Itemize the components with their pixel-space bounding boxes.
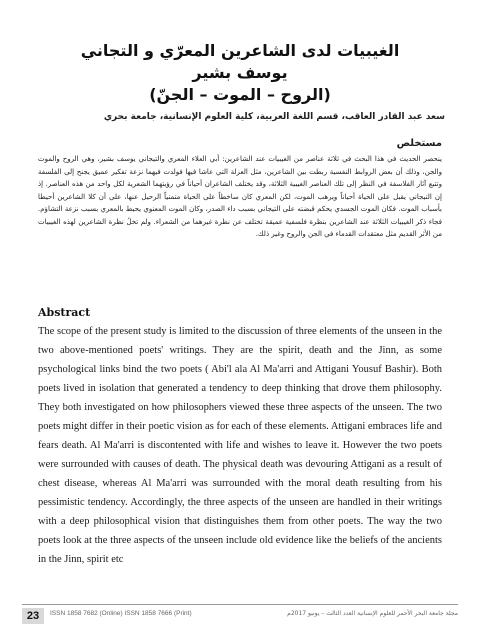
english-abstract-body: The scope of the present study is limited to the discussion of three elements of the unseen in the two above-mentioned poets' writings. They are the spirit, death and the Jinn, as some psychological links bind the two poets ( Abi'l ala Al Ma'arri and Attigani Yousuf Bashir). Both poets lived in isolation that generated a tendency to deep thinking that drove them philosophy. They both investigated on how philosophers viewed these three aspects of the unseen. The two poets might differ in their poetic vision as for each of these elements. Attigani embraces life and fears death. Al Ma'arri is discontented with life and wishes to leave it. However the two poets were surrounded with causes of death. The physical death was devouring Attigani as a result of chest disease, whereas Al Ma'arri was surrounded with the moral death resulting from his pessimistic tendency. Accordingly, the three aspects of the unseen are handled in their writings with a deep philosophical vision that distinguishes them from other poets. The way the two poets look at the three aspects of the unseen include old evidence like the beliefs of the ancients in the Jinn, spirit etc [38,326,442,565]
english-abstract-heading: Abstract [38,306,91,319]
issn-text: ISSN 1858 7682 (Online) ISSN 1858 7666 (Print) [50,610,192,617]
arabic-abstract-body: ينحصر الحديث في هذا البحث في ثلاثة عناصر من الغيبيات عند الشاعرين: أبي العلاء المعري والتيجاني يوسف بشير، وهي الروح والموت والجن، وذلك أن بعض الروابط النفسية ربطت بين الشاعرين، مثل العزلة التي عاشا فيها فولدت فيهما نزعة تفكير عميق يجنح إلى الفلسفة وتتبع آثار الفلاسفة في النظر إلى تلك العناصر الغيبية الثلاثة، وقد يختلف الشاعران أحياناً في رؤيتهما الشعرية لكل واحد من هذه العناصر. إذ إن التيجاني يقبل على الحياة أحياناً ويرهب الموت، لكن المعري كان ساخطاً على الحياة متمنياً الرحيل عنها، على أن كلا الشاعرين أحيطا بأسباب الموت. فكان الموت الجسدي يحكم قبضته على التيجاني بسبب داء الصدر، وكان الموت المعنوي يحيط بالمعري بسبب نزعة التشاؤم. فجاء ذكر الغيبيات الثلاثة عند الشاعرين بنظرة فلسفية عميقة تختلف عن نظرة غيرهما من الشعراء. ولم تخلُ نظرة الشاعرين لهذه الغيبيات من الأثر القديم مثل معتقدات القدماء في الجن والروح وغير ذلك. [38,155,442,238]
title-line-1: الغيبيات لدى الشاعرين المعرّي و التجاني يوسف بشير [80,41,400,82]
page-number: 23 [22,608,44,624]
title-line-2: (الروح – الموت – الجنّ) [149,85,331,104]
journal-name: مجلة جامعة البحر الأحمر للعلوم الإنسانية العدد الثالث – يونيو 2017م [287,610,458,617]
paper-title [60,40,420,106]
page-footer [22,604,458,627]
arabic-abstract-heading: مستخلص [396,138,442,149]
author-affiliation: سعد عبد القادر العاقب، قسم اللغة العربية، كلية العلوم الإنسانية، جامعة بحري [103,112,445,122]
